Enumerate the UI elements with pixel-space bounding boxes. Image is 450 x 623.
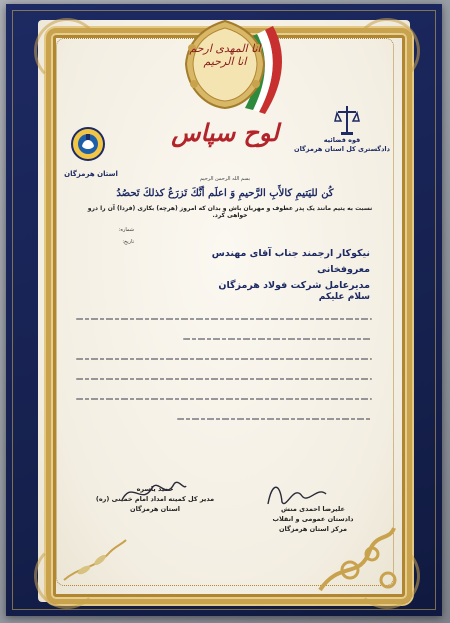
signatory-right-org: مرکز استان هرمزگان [278,525,348,533]
right-logo-label-line1: قوه قضائیه [323,136,361,144]
greeting: سلام علیکم [318,292,370,302]
certificate-title: لوح سپاس [171,118,279,147]
quote-translation: نسبت به یتیم مانند یک پدر عطوف و مهربان باش و بدان که امروز (هرچه) بکاری (فردا) آن را درو خواهی کرد. [87,205,373,219]
signature-right-icon [262,476,332,512]
signatory-left-title: مدیر کل کمیته امداد امام خمینی (ره) [95,495,215,503]
corner-flourish-top-right [354,18,420,84]
signatory-right-name: علیرضا احمدی منش [281,505,345,513]
floral-flourish-icon [310,520,400,600]
reference-meta [84,224,134,248]
judiciary-logo-icon [334,104,360,136]
relief-committee-logo-icon [70,126,106,166]
recipient-line2: مدیرعامل شرکت فولاد هرمزگان [218,280,370,291]
date-label: تاریخ: [122,239,134,245]
right-logo-label-line2: دادگستری کل استان هرمزگان [294,145,390,153]
number-label: شماره: [118,227,134,233]
signature-left-icon [118,470,188,510]
emblem-text: انا المهدی ارحم انا الرحیم [189,42,261,68]
recipient-block [180,246,370,294]
handwritten-line [177,418,372,420]
handwritten-line [76,358,372,360]
basmala: بسم الله الرحمن الرحیم [199,176,251,182]
handwritten-body [76,318,372,438]
handwritten-line [76,318,372,320]
hadith-quote: كُن لليَتيمِ كالأَبِ الرَّحيمِ وَ اعلَم أنَّكَ تَزرَعُ كذلكَ تَحصُدُ [116,188,334,199]
signatory-left-name: حمید یاسره [136,485,174,493]
handwritten-line [183,338,372,340]
handwritten-line [76,378,372,380]
handwritten-line [76,398,372,400]
signatory-left-org: استان هرمزگان [130,505,180,513]
recipient-line1: نیکوکار ارجمند جناب آقای مهندس معروفخانی [211,248,370,275]
signatory-right-title: دادستان عمومی و انقلاب [272,515,354,523]
left-logo-label: استان هرمزگان [64,170,118,178]
leaves-decoration-icon [60,536,130,586]
corner-flourish-top-left [34,18,100,84]
